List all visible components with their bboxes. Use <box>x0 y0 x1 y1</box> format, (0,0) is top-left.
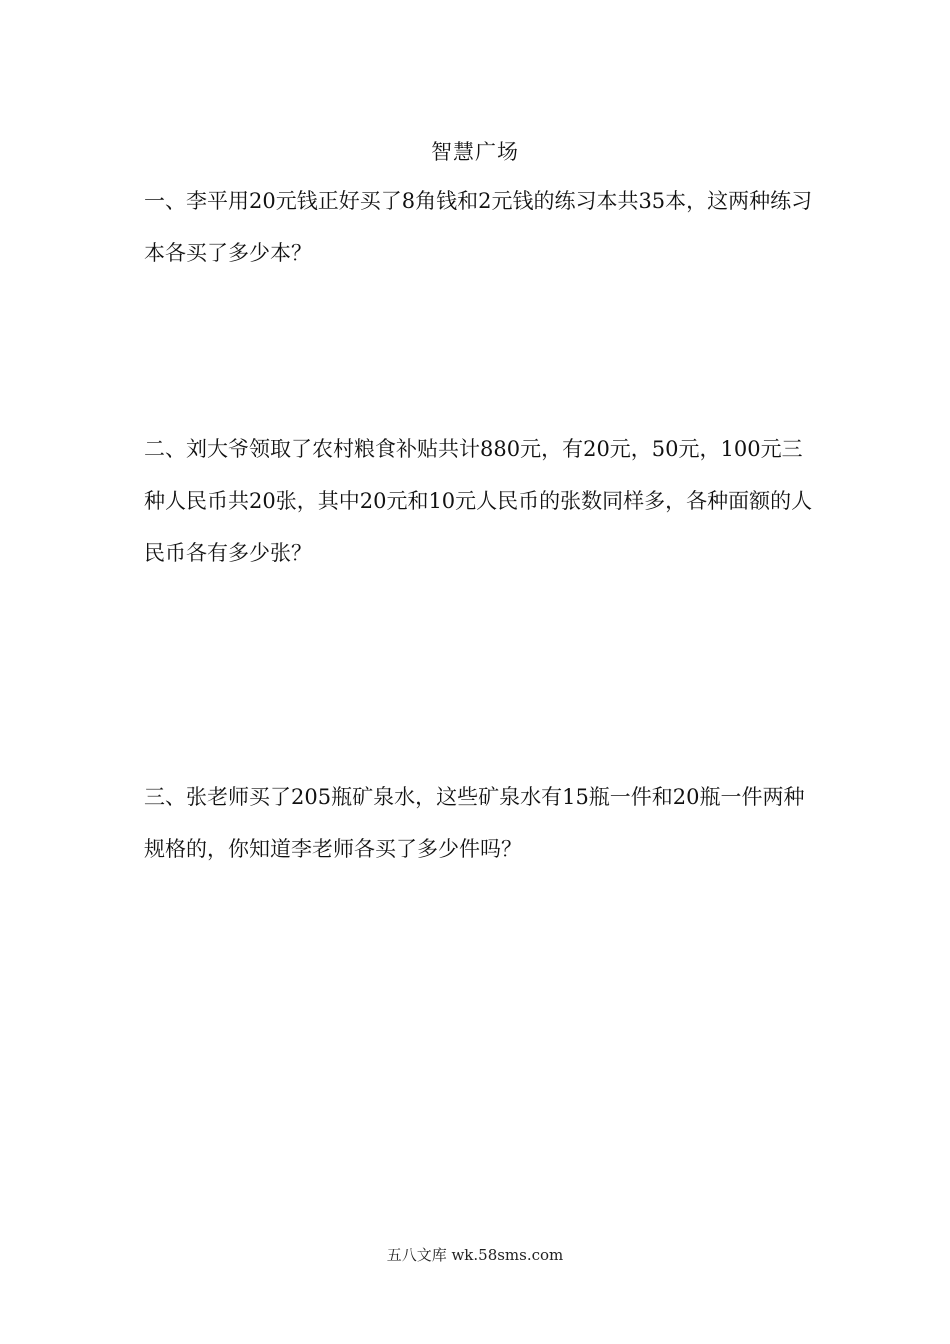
question-3: 三、张老师买了205瓶矿泉水，这些矿泉水有15瓶一件和20瓶一件两种规格的，你知道李老师各买了多少件吗？ <box>144 785 805 861</box>
footer-watermark: 五八文库 wk.58sms.com <box>386 1246 564 1264</box>
page-title: 智慧广场 <box>431 140 519 164</box>
question-1: 一、李平用20元钱正好买了8角钱和2元钱的练习本共35本，这两种练习本各买了多少本？ <box>144 189 813 265</box>
question-2: 二、刘大爷领取了农村粮食补贴共计880元，有20元，50元，100元三种人民币共20张，其中20元和10元人民币的张数同样多，各种面额的人民币各有多少张？ <box>144 437 813 565</box>
